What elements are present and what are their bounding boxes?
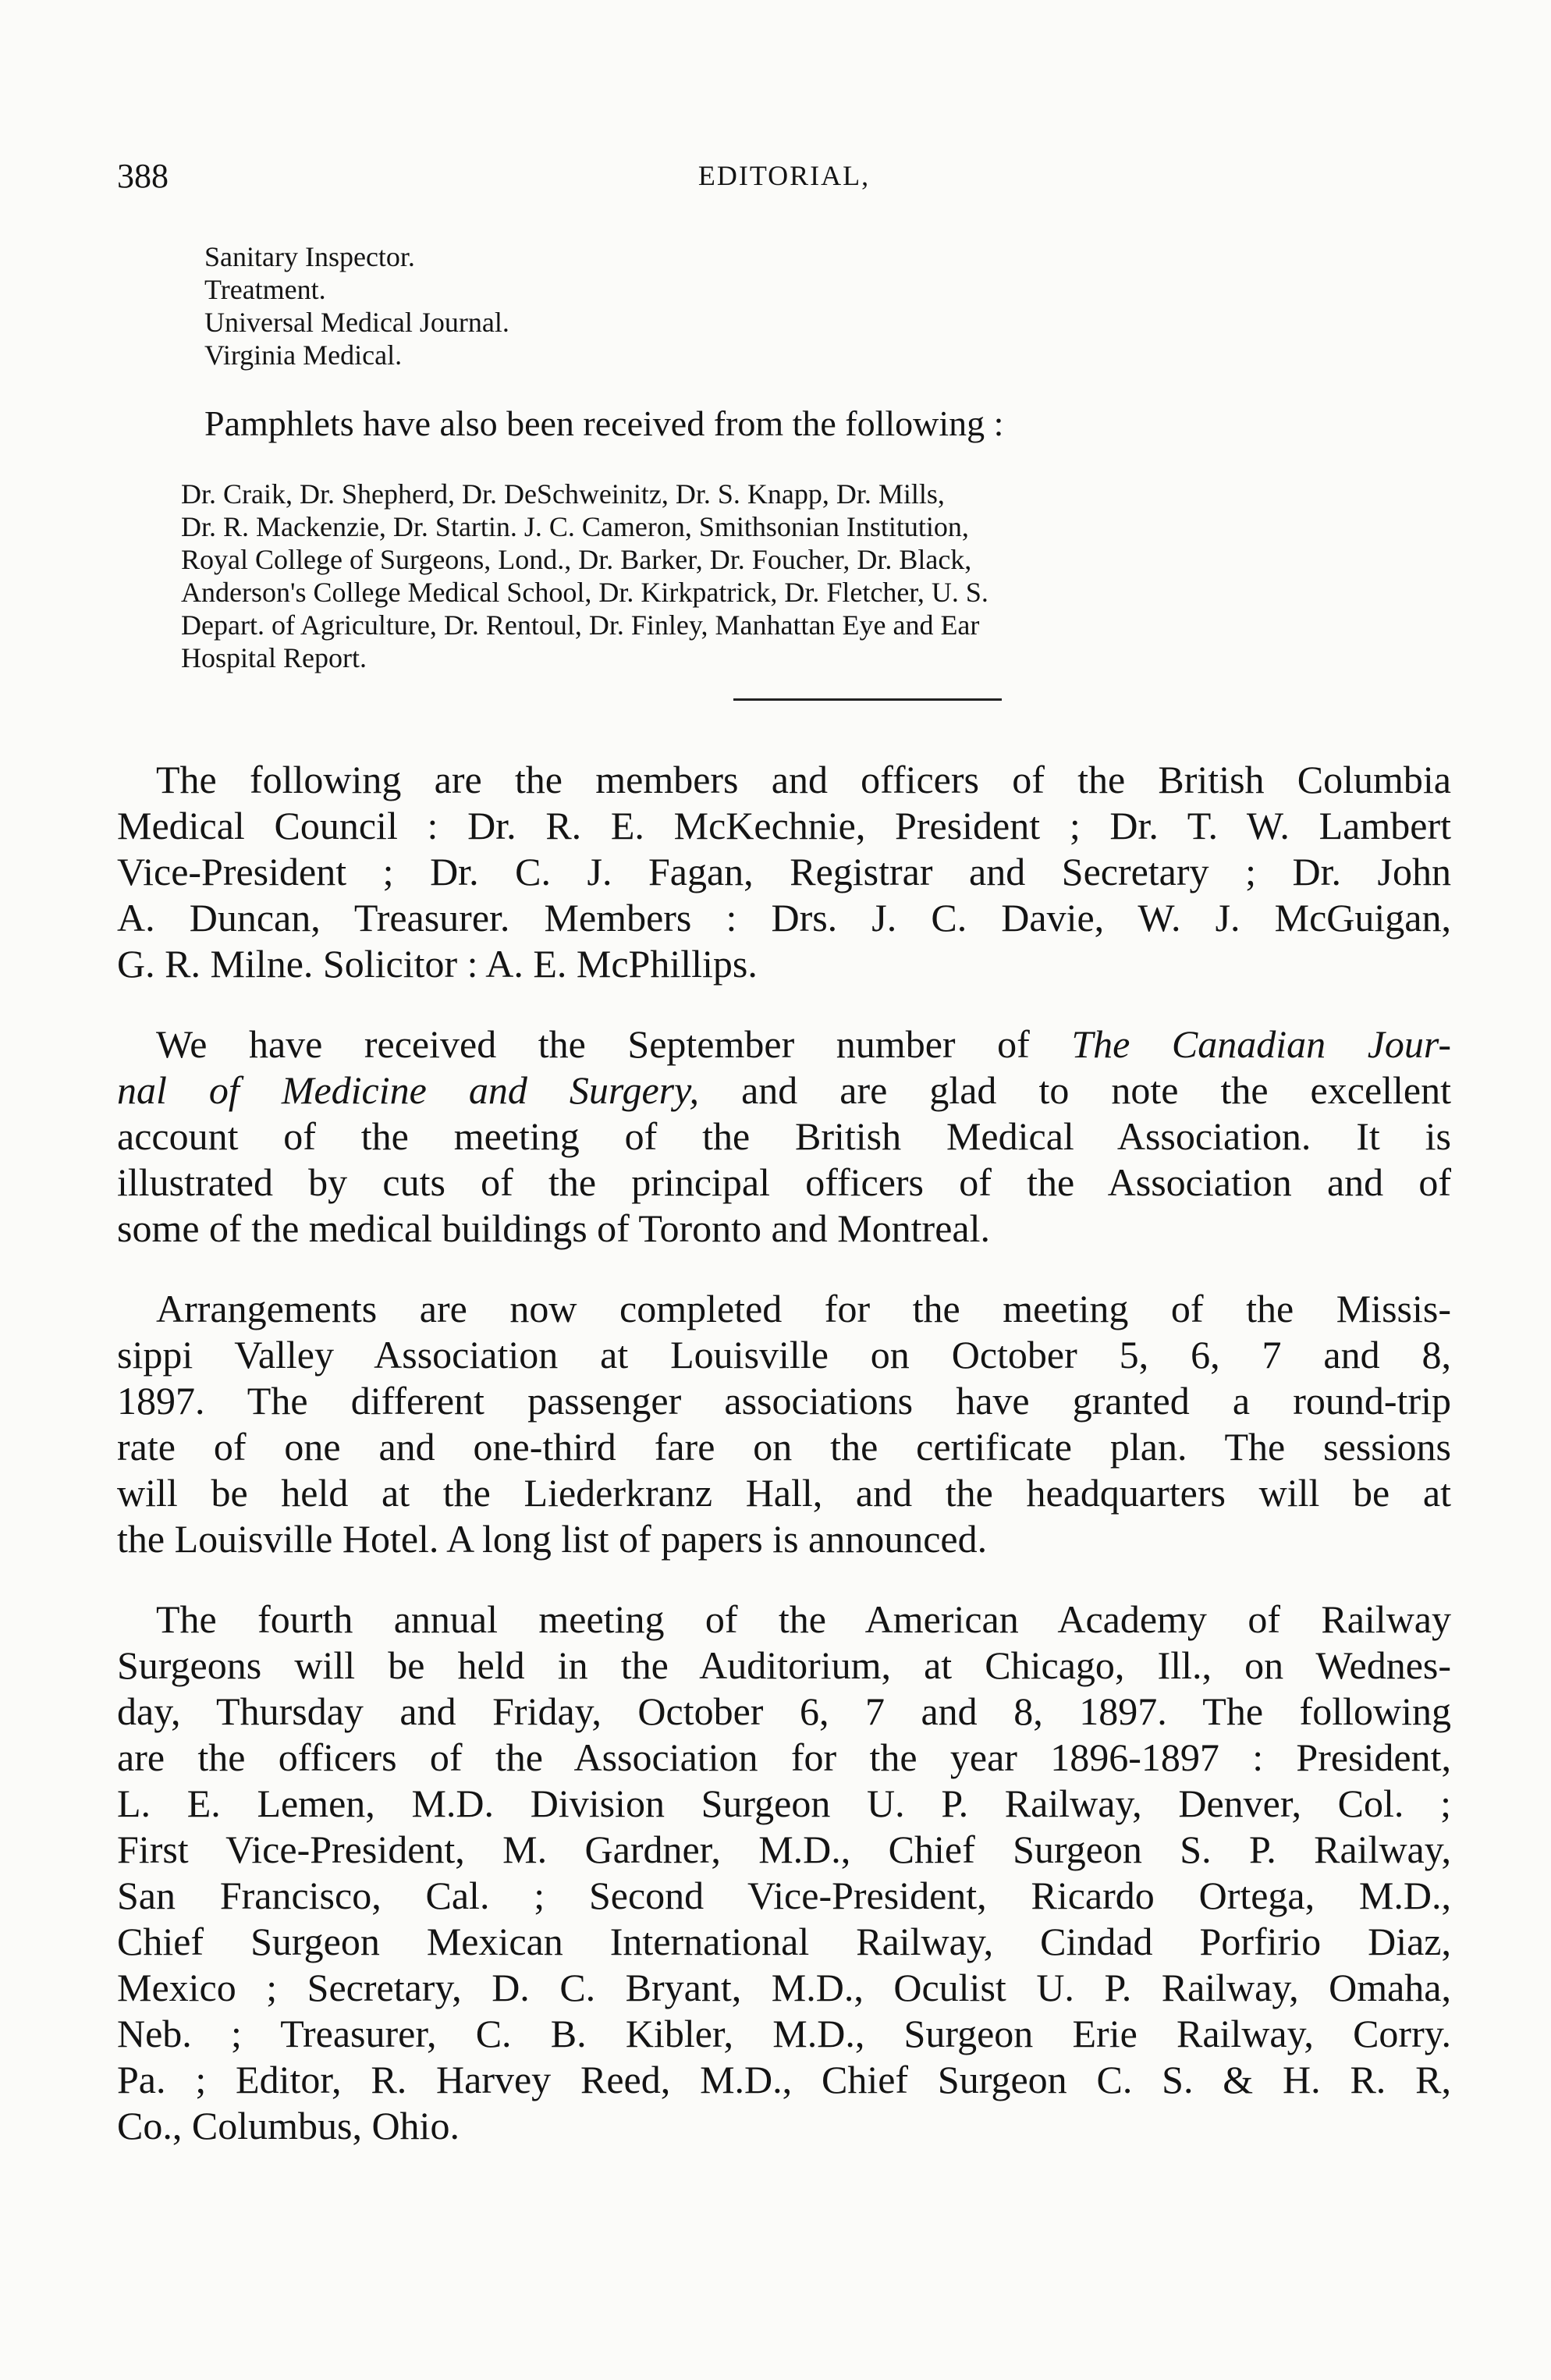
pamphlets-line: Anderson's College Medical School, Dr. Kirkpatrick, Dr. Fletcher, U. S.	[181, 577, 988, 608]
paragraph-mississippi-valley	[117, 1286, 1451, 1562]
text-line: account of the meeting of the British Medical Association. It is	[117, 1114, 1451, 1158]
text-line	[117, 1021, 1451, 1067]
text-line: day, Thursday and Friday, October 6, 7 and 8, 1897. The following	[117, 1689, 1451, 1733]
text-line: San Francisco, Cal. ; Second Vice-President, Ricardo Ortega, M.D.,	[117, 1874, 1451, 1917]
pamphlets-line: Royal College of Surgeons, Lond., Dr. Barker, Dr. Foucher, Dr. Black,	[181, 544, 972, 575]
journal-item: Virginia Medical.	[204, 339, 403, 371]
text-line	[117, 1067, 1451, 1114]
text-line: Neb. ; Treasurer, C. B. Kibler, M.D., Surgeon Erie Railway, Corry.	[117, 2012, 1451, 2055]
paragraph-railway-surgeons	[117, 1597, 1451, 2149]
section-divider	[733, 698, 1002, 701]
text-line: Vice-President ; Dr. C. J. Fagan, Registrar and Secretary ; Dr. John	[117, 850, 1451, 893]
editorial-body	[117, 757, 1451, 2183]
text-line: The fourth annual meeting of the American Academy of Railway	[156, 1597, 1451, 1641]
paragraph-canadian-journal	[117, 1021, 1451, 1252]
journal-title: The Canadian Jour-	[1071, 1022, 1451, 1066]
pamphlets-list	[181, 478, 1460, 674]
text-line: Mexico ; Secretary, D. C. Bryant, M.D., Oculist U. P. Railway, Omaha,	[117, 1966, 1451, 2009]
journal-title: nal of Medicine and Surgery,	[117, 1068, 700, 1112]
journal-item: Universal Medical Journal.	[204, 307, 509, 338]
page-number: 388	[117, 157, 169, 195]
text-line: First Vice-President, M. Gardner, M.D., Chief Surgeon S. P. Railway,	[117, 1828, 1451, 1871]
journal-list	[204, 240, 1375, 371]
pamphlets-line: Depart. of Agriculture, Dr. Rentoul, Dr. Finley, Manhattan Eye and Ear	[181, 609, 980, 641]
text-line: The following are the members and officers of the British Columbia	[156, 758, 1451, 801]
pamphlets-line: Dr. R. Mackenzie, Dr. Startin. J. C. Cameron, Smithsonian Institution,	[181, 511, 969, 542]
text-line: A. Duncan, Treasurer. Members : Drs. J. C. Davie, W. J. McGuigan,	[117, 896, 1451, 940]
page-header	[117, 156, 1451, 203]
text-line: Surgeons will be held in the Auditorium, at Chicago, Ill., on Wednes-	[117, 1643, 1451, 1687]
text-line: 1897. The different passenger associations have granted a round-trip	[117, 1379, 1451, 1423]
text-run: and are glad to note the excellent	[699, 1068, 1451, 1112]
pamphlets-heading: Pamphlets have also been received from the following :	[204, 403, 1004, 443]
text-line: Chief Surgeon Mexican International Railway, Cindad Porfirio Diaz,	[117, 1920, 1451, 1963]
journal-item: Sanitary Inspector.	[204, 241, 415, 272]
paragraph-council	[117, 757, 1451, 987]
text-line: illustrated by cuts of the principal officers of the Association and of	[117, 1160, 1451, 1204]
text-line: G. R. Milne. Solicitor : A. E. McPhillips.	[117, 942, 758, 986]
text-line: will be held at the Liederkranz Hall, and the headquarters will be at	[117, 1471, 1451, 1515]
pamphlets-line: Dr. Craik, Dr. Shepherd, Dr. DeSchweinitz, Dr. S. Knapp, Dr. Mills,	[181, 478, 945, 510]
text-line: Pa. ; Editor, R. Harvey Reed, M.D., Chief Surgeon C. S. & H. R. R,	[117, 2058, 1451, 2101]
pamphlets-line: Hospital Report.	[181, 642, 367, 673]
journal-item: Treatment.	[204, 274, 326, 305]
text-line: L. E. Lemen, M.D. Division Surgeon U. P. Railway, Denver, Col. ;	[117, 1781, 1451, 1825]
running-head: EDITORIAL,	[697, 160, 871, 191]
text-line: the Louisville Hotel. A long list of papers is announced.	[117, 1517, 988, 1561]
text-run: We have received the September number of	[156, 1022, 1072, 1066]
text-line: Co., Columbus, Ohio.	[117, 2104, 460, 2147]
text-line: sippi Valley Association at Louisville on October 5, 6, 7 and 8,	[117, 1333, 1451, 1376]
text-line: Arrangements are now completed for the meeting of the Missis-	[156, 1287, 1451, 1330]
text-line: some of the medical buildings of Toronto and Montreal.	[117, 1206, 990, 1250]
text-line: rate of one and one-third fare on the certificate plan. The sessions	[117, 1425, 1451, 1469]
text-line: Medical Council : Dr. R. E. McKechnie, President ; Dr. T. W. Lambert	[117, 804, 1451, 847]
text-line: are the officers of the Association for the year 1896-1897 : President,	[117, 1735, 1451, 1779]
